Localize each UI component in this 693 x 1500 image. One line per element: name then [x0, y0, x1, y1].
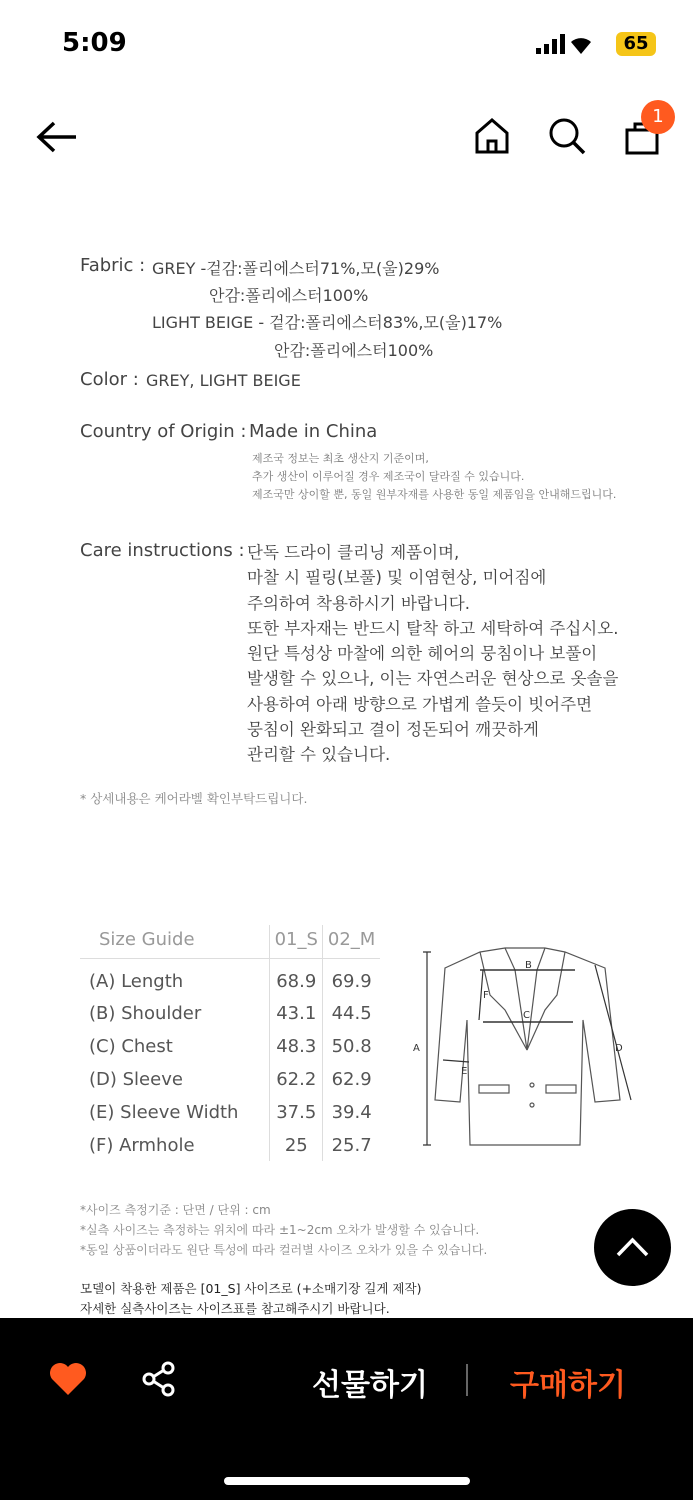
- measure-label: (C) Chest: [89, 1035, 173, 1057]
- cart-count-badge: 1: [641, 100, 675, 134]
- care-line: 또한 부자재는 반드시 탈착 하고 세탁하여 주십시오.: [247, 618, 619, 638]
- fabric-line: 안감:폴리에스터100%: [209, 286, 369, 305]
- care-label: Care instructions :: [80, 540, 245, 561]
- home-indicator: [224, 1477, 470, 1485]
- table-row: [80, 1095, 380, 1128]
- measure-value: 69.9: [323, 959, 380, 997]
- search-icon[interactable]: [548, 117, 586, 155]
- battery-indicator: 65: [616, 32, 656, 56]
- measure-value: 25.7: [323, 1128, 380, 1161]
- care-line: 발생할 수 있으나, 이는 자연스러운 현상으로 옷솔을: [247, 669, 619, 689]
- measure-value: 48.3: [270, 1029, 323, 1062]
- origin-value: Made in China: [249, 421, 378, 442]
- care-line: 단독 드라이 클리닝 제품이며,: [247, 543, 460, 562]
- care-text: [247, 540, 618, 768]
- measure-label: (A) Length: [89, 971, 184, 992]
- measure-value: 68.9: [270, 959, 323, 997]
- care-note: * 상세내용은 케어라벨 확인부탁드립니다.: [80, 791, 308, 806]
- table-row: [80, 1128, 380, 1161]
- diagram-label-e: E: [461, 1066, 468, 1077]
- fabric-line: 안감:폴리에스터100%: [274, 341, 434, 360]
- size-note: *동일 상품이더라도 원단 특성에 따라 컬러별 사이즈 오차가 있을 수 있습니다.: [80, 1243, 488, 1257]
- care-line: 주의하여 착용하시기 바랍니다.: [247, 593, 470, 613]
- jacket-diagram: [405, 940, 645, 1155]
- model-note: 모델이 착용한 제품은 [01_S] 사이즈로 (+소매기장 길게 제작): [80, 1281, 422, 1296]
- care-line: 관리할 수 있습니다.: [247, 745, 391, 765]
- size-note: *실측 사이즈는 측정하는 위치에 따라 ±1~2cm 오차가 발생할 수 있습니다.: [80, 1223, 480, 1237]
- measure-value: 43.1: [270, 996, 323, 1029]
- size-header-m: 02_M: [323, 925, 380, 959]
- diagram-label-b: B: [525, 960, 532, 971]
- share-icon[interactable]: [141, 1360, 177, 1398]
- diagram-label-f: F: [483, 990, 489, 1001]
- care-line: 원단 특성상 마찰에 의한 헤어의 뭉침이나 보풀이: [247, 644, 598, 664]
- size-guide-header: Size Guide: [80, 925, 270, 959]
- origin-note: 제조국 정보는 최초 생산지 기준이며,: [252, 452, 429, 465]
- table-row: [80, 996, 380, 1029]
- home-icon[interactable]: [474, 117, 510, 155]
- measure-value: 37.5: [270, 1095, 323, 1128]
- status-time: 5:09: [62, 28, 127, 58]
- measure-label: (B) Shoulder: [89, 1002, 202, 1024]
- color-value: GREY, LIGHT BEIGE: [146, 371, 301, 390]
- measure-value: 62.9: [323, 1062, 380, 1095]
- measure-label: (D) Sleeve: [89, 1068, 183, 1090]
- measure-value: 39.4: [323, 1095, 380, 1128]
- signal-wifi-icon: [536, 34, 606, 56]
- origin-note: 제조국만 상이할 뿐, 동일 원부자재를 사용한 동일 제품임을 안내해드립니다.: [252, 488, 617, 501]
- measure-value: 50.8: [323, 1029, 380, 1062]
- care-line: 뭉침이 완화되고 결이 정돈되어 깨끗하게: [247, 720, 539, 740]
- fabric-line: LIGHT BEIGE - 겉감:폴리에스터83%,모(울)17%: [152, 313, 503, 332]
- table-row: [80, 1029, 380, 1062]
- color-label: Color :: [80, 369, 139, 390]
- heart-icon[interactable]: [48, 1361, 88, 1397]
- chevron-up-icon: [594, 1209, 671, 1286]
- buy-button[interactable]: 구매하기: [510, 1368, 626, 1403]
- gift-button[interactable]: 선물하기: [312, 1368, 428, 1403]
- table-row: [80, 959, 380, 997]
- scroll-to-top-button[interactable]: [594, 1209, 671, 1286]
- fabric-label: Fabric :: [80, 255, 146, 276]
- care-line: 마찰 시 필링(보풀) 및 이염현상, 미어짐에: [247, 568, 547, 588]
- origin-note: 추가 생산이 이루어질 경우 제조국이 달라질 수 있습니다.: [252, 470, 525, 483]
- table-row: [80, 1062, 380, 1095]
- measure-label: (E) Sleeve Width: [89, 1101, 239, 1123]
- measure-value: 25: [270, 1128, 323, 1161]
- bottom-action-bar: [0, 1318, 693, 1500]
- back-arrow-icon[interactable]: [36, 120, 78, 154]
- origin-label: Country of Origin :: [80, 421, 247, 442]
- diagram-label-d: D: [615, 1043, 623, 1054]
- measure-label: (F) Armhole: [89, 1134, 195, 1156]
- diagram-label-a: A: [413, 1043, 420, 1054]
- measure-value: 62.2: [270, 1062, 323, 1095]
- size-guide-table: [80, 925, 380, 1161]
- diagram-label-c: C: [523, 1010, 530, 1021]
- divider: [466, 1364, 468, 1396]
- size-header-s: 01_S: [270, 925, 323, 959]
- size-note: *사이즈 측정기준 : 단면 / 단위 : cm: [80, 1203, 271, 1217]
- model-note: 자세한 실측사이즈는 사이즈표를 참고해주시기 바랍니다.: [80, 1301, 390, 1316]
- measure-value: 44.5: [323, 996, 380, 1029]
- fabric-line: GREY -겉감:폴리에스터71%,모(울)29%: [152, 259, 440, 278]
- care-line: 사용하여 아래 방향으로 가볍게 쓸듯이 빗어주면: [247, 694, 593, 714]
